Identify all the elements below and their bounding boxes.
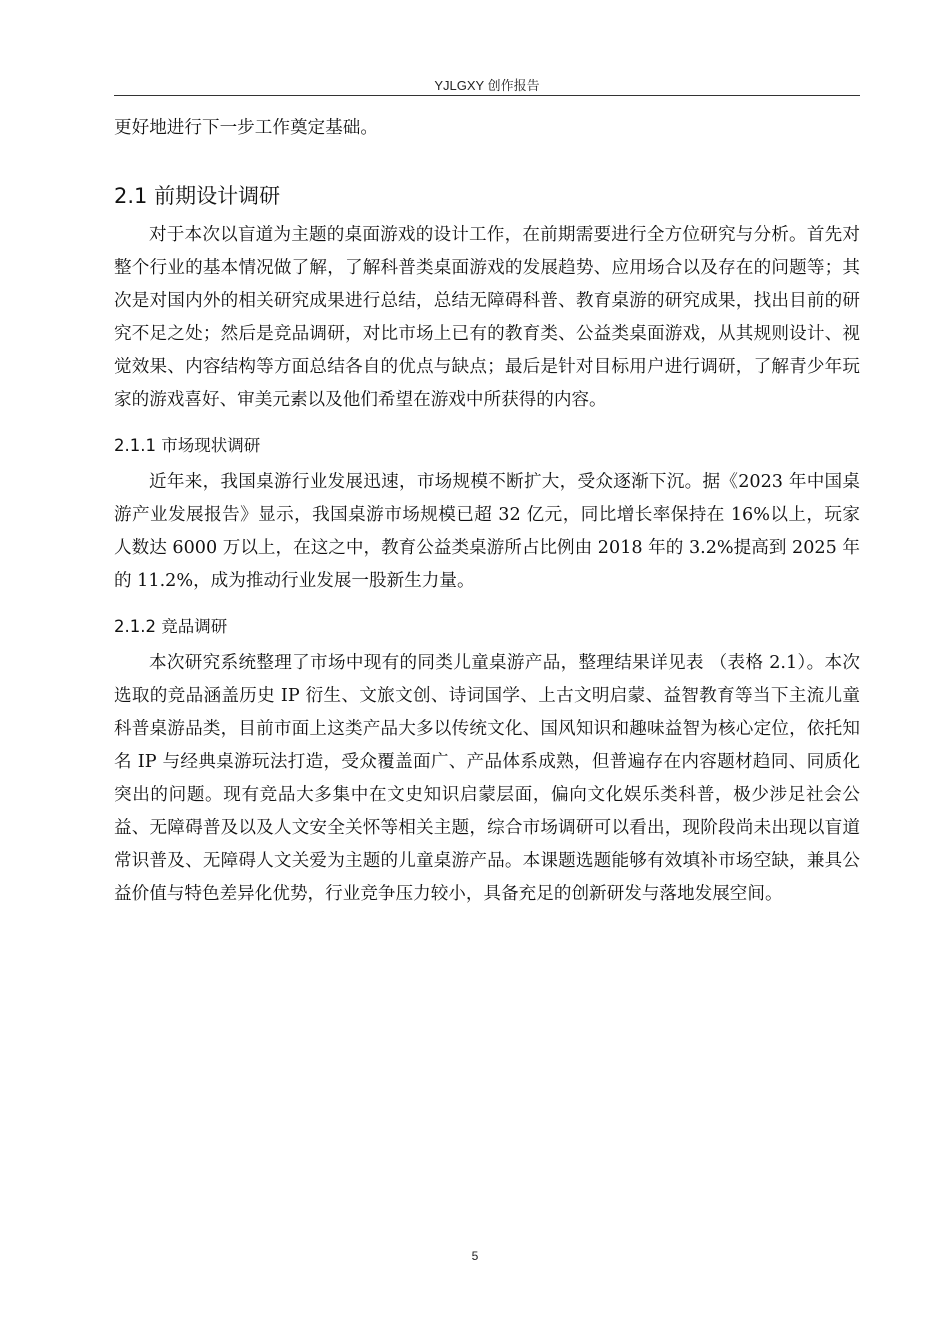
header-divider: [114, 95, 860, 96]
section-2-1-paragraph: 对于本次以盲道为主题的桌面游戏的设计工作，在前期需要进行全方位研究与分析。首先对整个行业的基本情况做了解，了解科普类桌面游戏的发展趋势、应用场合以及存在的问题等；其次是对国内外的相关研究成果进行总结，总结无障碍科普、教育桌游的研究成果，找出目前的研究不足之处；然后是竞品调研，对比市场上已有的教育类、公益类桌面游戏，从其规则设计、视觉效果、内容结构等方面总结各自的优点与缺点；最后是针对目标用户进行调研，了解青少年玩家的游戏喜好、审美元素以及他们希望在游戏中所获得的内容。: [114, 225, 860, 410]
section-2-1-1-paragraph: 近年来，我国桌游行业发展迅速，市场规模不断扩大，受众逐渐下沉。据《2023 年中国桌游产业发展报告》显示，我国桌游市场规模已超 32 亿元，同比增长率保持在 16%以上，玩家人数达 6000 万以上，在这之中，教育公益类桌游所占比例由 2018 年的 3.2%提高到 2025 年的 11.2%，成为推动行业发展一股新生力量。: [114, 472, 860, 591]
page-header-title: YJLGXY 创作报告: [434, 78, 540, 93]
page-number: 5: [471, 1249, 479, 1263]
section-2-1-1-heading: 2.1.1 市场现状调研: [114, 436, 261, 455]
section-2-1-2-heading: 2.1.2 竞品调研: [114, 617, 228, 636]
document-body: [114, 112, 860, 911]
continuation-paragraph: 更好地进行下一步工作奠定基础。: [114, 118, 378, 138]
section-2-1-heading: 2.1 前期设计调研: [114, 184, 281, 208]
section-2-1-2-paragraph: 本次研究系统整理了市场中现有的同类儿童桌游产品，整理结果详见表 （表格 2.1）。本次选取的竞品涵盖历史 IP 衍生、文旅文创、诗词国学、上古文明启蒙、益智教育等当下主流儿童科普桌游品类，目前市面上这类产品大多以传统文化、国风知识和趣味益智为核心定位，依托知名 IP 与经典桌游玩法打造，受众覆盖面广、产品体系成熟，但普遍存在内容题材趋同、同质化突出的问题。现有竞品大多集中在文史知识启蒙层面，偏向文化娱乐类科普，极少涉足社会公益、无障碍普及以及人文安全关怀等相关主题，综合市场调研可以看出，现阶段尚未出现以盲道常识普及、无障碍人文关爱为主题的儿童桌游产品。本课题选题能够有效填补市场空缺，兼具公益价值与特色差异化优势，行业竞争压力较小，具备充足的创新研发与落地发展空间。: [114, 653, 860, 904]
